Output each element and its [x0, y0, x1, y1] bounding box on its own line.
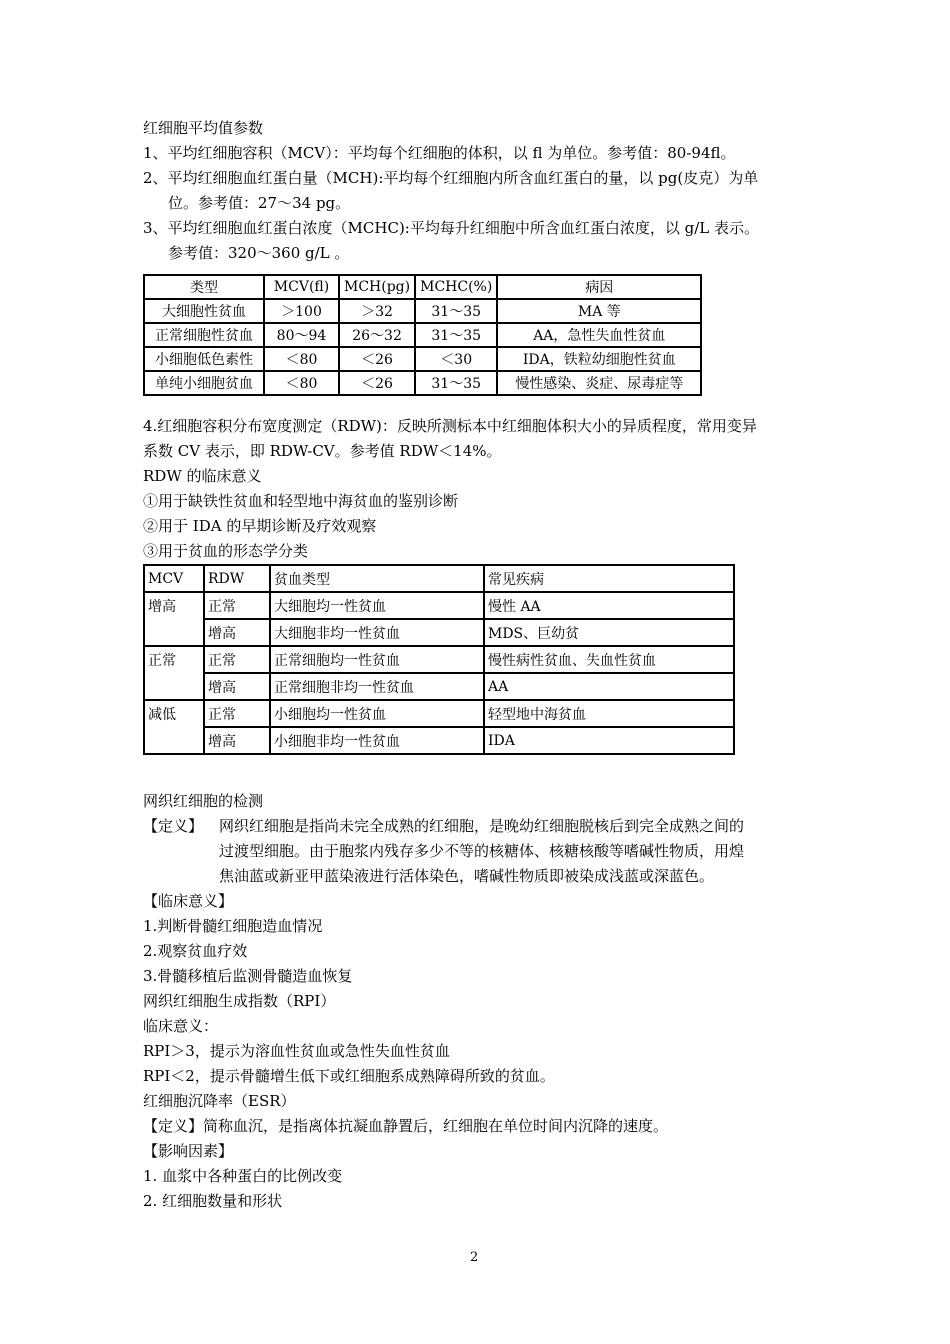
table-cell: 增高 [144, 592, 204, 646]
list-item: 1.判断骨髓红细胞造血情况 [143, 917, 323, 935]
subheading: 【影响因素】 [143, 1142, 234, 1160]
table-cell: ＞100 [264, 299, 339, 323]
table-cell: 小细胞均一性贫血 [270, 700, 484, 727]
table-cell: 小细胞低色素性 [144, 347, 264, 371]
table-cell: 正常 [204, 700, 270, 727]
table-header: RDW [204, 565, 270, 592]
table-cell: 正常 [204, 592, 270, 619]
subheading: 【临床意义】 [143, 892, 234, 910]
table-cell: 增高 [204, 619, 270, 646]
list-item: 1. 血浆中各种蛋白的比例改变 [143, 1167, 343, 1185]
table-cell: ＜80 [264, 347, 339, 371]
table-row [144, 727, 734, 754]
list-item: ②用于 IDA 的早期诊断及疗效观察 [143, 517, 377, 535]
table-row [144, 371, 701, 395]
table-header: MCV [144, 565, 204, 592]
table-cell: 正常细胞非均一性贫血 [270, 673, 484, 700]
table-cell: 31～35 [415, 299, 497, 323]
paragraph: 1、平均红细胞容积（MCV）：平均每个红细胞的体积，以 fl 为单位。参考值：80-94fl。 [143, 144, 736, 162]
section-title: 网织红细胞的检测 [143, 792, 264, 810]
paragraph: 参考值：320～360 g/L 。 [168, 244, 350, 262]
table-cell: 轻型地中海贫血 [484, 700, 734, 727]
table-cell: 慢性感染、炎症、尿毒症等 [497, 371, 701, 395]
paragraph: 4.红细胞容积分布宽度测定（RDW)：反映所测标本中红细胞体积大小的异质程度，常用变异 [143, 417, 757, 435]
table-cell: MA 等 [497, 299, 701, 323]
table-cell: 31～35 [415, 371, 497, 395]
table-cell: 31～35 [415, 323, 497, 347]
table-cell: 慢性 AA [484, 592, 734, 619]
table-cell: 正常细胞性贫血 [144, 323, 264, 347]
table-cell: ＞32 [339, 299, 415, 323]
table-cell: ＜80 [264, 371, 339, 395]
list-item: 2. 红细胞数量和形状 [143, 1192, 283, 1210]
table-header: MCHC(%) [415, 275, 497, 299]
table-header: 常见疾病 [484, 565, 734, 592]
table-cell: 正常细胞均一性贫血 [270, 646, 484, 673]
list-item: 2.观察贫血疗效 [143, 942, 248, 960]
table-cell: 慢性病性贫血、失血性贫血 [484, 646, 734, 673]
table-row [144, 323, 701, 347]
table-header: MCV(fl) [264, 275, 339, 299]
paragraph: RPI＞3，提示为溶血性贫血或急性失血性贫血 [143, 1042, 450, 1060]
table-cell: AA，急性失血性贫血 [497, 323, 701, 347]
paragraph: 焦油蓝或新亚甲蓝染液进行活体染色，嗜碱性物质即被染成浅蓝或深蓝色。 [219, 867, 715, 885]
table-row [144, 299, 701, 323]
definition-label: 【定义】 [143, 817, 204, 835]
table-cell: AA [484, 673, 734, 700]
paragraph: 位。参考值：27～34 pg。 [168, 194, 351, 212]
table-cell: 减低 [144, 700, 204, 754]
table-cell: 大细胞均一性贫血 [270, 592, 484, 619]
section-title: 网织红细胞生成指数（RPI） [143, 992, 336, 1010]
section-title: RDW 的临床意义 [143, 467, 262, 485]
table-cell: IDA [484, 727, 734, 754]
paragraph: RPI＜2，提示骨髓增生低下或红细胞系成熟障碍所致的贫血。 [143, 1067, 555, 1085]
paragraph: 过渡型细胞。由于胞浆内残存多少不等的核糖体、核糖核酸等嗜碱性物质，用煌 [219, 842, 745, 860]
table-row [144, 619, 734, 646]
anemia-index-table [143, 274, 702, 396]
table-header: 贫血类型 [270, 565, 484, 592]
paragraph: 3、平均红细胞血红蛋白浓度（MCHC):平均每升红细胞中所含血红蛋白浓度，以 g/L 表示。 [143, 219, 759, 237]
paragraph: 2、平均红细胞血红蛋白量（MCH):平均每个红细胞内所含血红蛋白的量，以 pg(皮克）为单 [143, 169, 759, 187]
table-cell: 80～94 [264, 323, 339, 347]
table-row [144, 592, 734, 619]
list-item: ③用于贫血的形态学分类 [143, 542, 309, 560]
table-row [144, 700, 734, 727]
table-cell: 大细胞非均一性贫血 [270, 619, 484, 646]
table-cell: IDA，铁粒幼细胞性贫血 [497, 347, 701, 371]
table-row [144, 347, 701, 371]
section-title: 红细胞沉降率（ESR） [143, 1092, 296, 1110]
table-row [144, 673, 734, 700]
table-cell: 增高 [204, 673, 270, 700]
table-cell: ＜26 [339, 347, 415, 371]
table-cell: MDS、巨幼贫 [484, 619, 734, 646]
table-row [144, 646, 734, 673]
page-number: 2 [470, 1250, 479, 1265]
table-header: 类型 [144, 275, 264, 299]
rdw-classification-table [143, 564, 735, 755]
subheading: 临床意义： [143, 1017, 219, 1035]
paragraph: 网织红细胞是指尚未完全成熟的红细胞，是晚幼红细胞脱核后到完全成熟之间的 [219, 817, 745, 835]
table-header-row [144, 565, 734, 592]
table-cell: 正常 [144, 646, 204, 700]
table-header-row [144, 275, 701, 299]
table-cell: ＜26 [339, 371, 415, 395]
table-cell: 单纯小细胞贫血 [144, 371, 264, 395]
table-cell: 大细胞性贫血 [144, 299, 264, 323]
paragraph: 【定义】简称血沉，是指离体抗凝血静置后，红细胞在单位时间内沉降的速度。 [143, 1117, 669, 1135]
table-cell: ＜30 [415, 347, 497, 371]
section-title: 红细胞平均值参数 [143, 119, 264, 137]
paragraph: 系数 CV 表示，即 RDW-CV。参考值 RDW＜14%。 [143, 442, 502, 460]
list-item: 3.骨髓移植后监测骨髓造血恢复 [143, 967, 353, 985]
list-item: ①用于缺铁性贫血和轻型地中海贫血的鉴别诊断 [143, 492, 459, 510]
table-header: MCH(pg) [339, 275, 415, 299]
table-cell: 正常 [204, 646, 270, 673]
table-cell: 增高 [204, 727, 270, 754]
table-cell: 26～32 [339, 323, 415, 347]
table-cell: 小细胞非均一性贫血 [270, 727, 484, 754]
table-header: 病因 [497, 275, 701, 299]
